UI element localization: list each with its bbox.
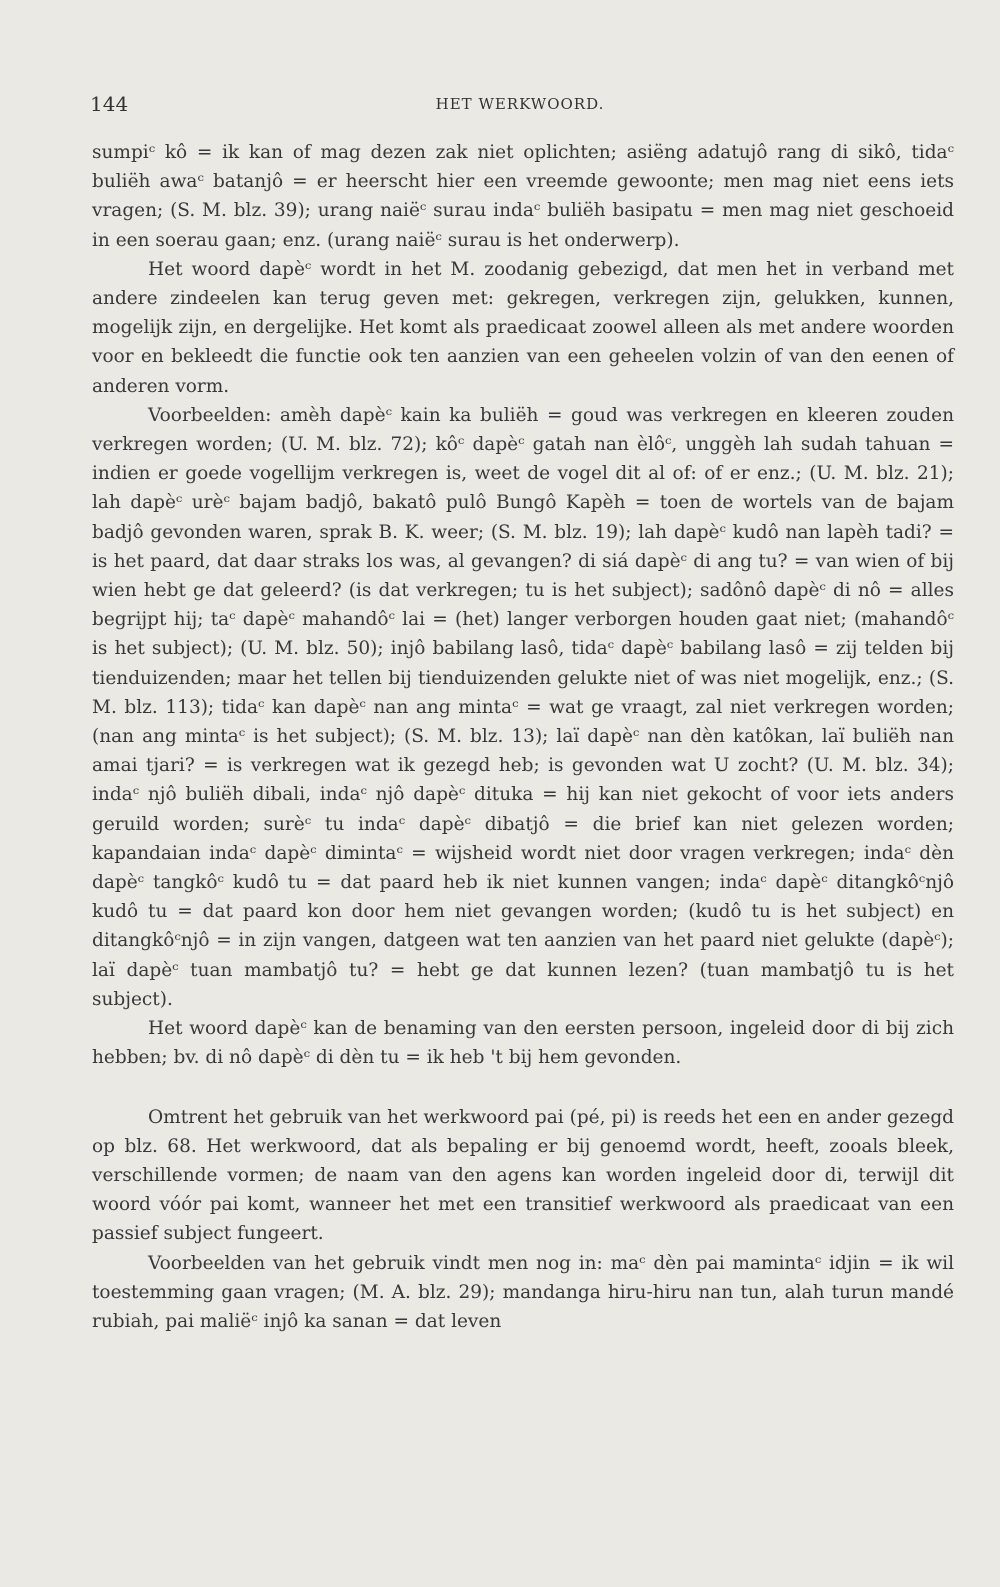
running-title: HET WERKWOORD. (435, 95, 605, 113)
paragraph: Voorbeelden: amèh dapèᶜ kain ka buliëh = goud was verkregen en kleeren zouden verkregen worden; (U. M. blz. 72); kôᶜ dapèᶜ gatah nan èlôᶜ, unggèh lah sudah tahuan = indien er goede vogellijm verkregen is, weet de vogel dit al of: of er enz.; (U. M. blz. 21); lah dapèᶜ urèᶜ bajam badjô, bakatô pulô Bungô Kapèh = toen de wortels van de bajam badjô gevonden waren, sprak B. K. weer; (S. M. blz. 19); lah dapèᶜ kudô nan lapèh tadi? = is het paard, dat daar straks los was, al gevangen? di siá dapèᶜ di ang tu? = van wien of bij wien hebt ge dat geleerd? (is dat verkregen; tu is het subject); sadônô dapèᶜ di nô = alles begrijpt hij; taᶜ dapèᶜ mahandôᶜ lai = (het) langer verborgen houden gaat niet; (mahandôᶜ is het subject); (U. M. blz. 50); injô babilang lasô, tidaᶜ dapèᶜ babilang lasô = zij telden bij tienduizenden; maar het tellen bij tienduizenden gelukte niet of was niet mogelijk, enz.; (S. M. blz. 113); tidaᶜ kan dapèᶜ nan ang mintaᶜ = wat ge vraagt, zal niet verkregen worden; (nan ang mintaᶜ is het subject); (S. M. blz. 13); laï dapèᶜ nan dèn katôkan, laï buliëh nan amai tjari? = is verkregen wat ik gezegd heb; is gevonden wat U zocht? (U. M. blz. 34); indaᶜ njô buliëh dibali, indaᶜ njô dapèᶜ dituka = hij kan niet gekocht of voor iets anders geruild worden; surèᶜ tu indaᶜ dapèᶜ dibatjô = die brief kan niet gelezen worden; kapandaian indaᶜ dapèᶜ dimintaᶜ = wijsheid wordt niet door vragen verkregen; indaᶜ dèn dapèᶜ tangkôᶜ kudô tu = dat paard heb ik niet kunnen vangen; indaᶜ dapèᶜ ditangkôᶜnjô kudô tu = dat paard kon door hem niet gevangen worden; (kudô tu is het subject) en ditangkôᶜnjô = in zijn vangen, datgeen wat ten aanzien van het paard niet gelukte (dapèᶜ); laï dapèᶜ tuan mambatjô tu? = hebt ge dat kunnen lezen? (tuan mambatjô tu is het subject). (92, 404, 954, 1010)
paragraph: Het woord dapèᶜ kan de benaming van den eersten persoon, ingeleid door di bij zich hebben; bv. di nô dapèᶜ di dèn tu = ik heb 't bij hem gevonden. (92, 1018, 954, 1069)
page-body (92, 138, 954, 1336)
page-number: 144 (90, 92, 129, 116)
section-gap (92, 1073, 954, 1103)
paragraph: Het woord dapèᶜ wordt in het M. zoodanig gebezigd, dat men het in verband met andere zindeelen kan terug geven met: gekregen, verkregen zijn, gelukken, kunnen, mogelijk zijn, en dergelijke. Het komt als praedicaat zoowel alleen als met andere woorden voor en bekleedt die functie ook ten aanzien van een geheelen volzin of van den eenen of anderen vorm. (92, 258, 954, 397)
page-header (90, 92, 950, 122)
paragraph: Omtrent het gebruik van het werkwoord pai (pé, pi) is reeds het een en ander gezegd op blz. 68. Het werkwoord, dat als bepaling er bij genoemd wordt, heeft, zooals bleek, verschillende vormen; de naam van den agens kan worden ingeleid door di, terwijl dit woord vóór pai komt, wanneer het met een transitief werkwoord als praedicaat van een passief subject fungeert. (92, 1106, 954, 1245)
paragraph: Voorbeelden van het gebruik vindt men nog in: maᶜ dèn pai mamintaᶜ idjin = ik wil toestemming gaan vragen; (M. A. blz. 29); mandanga hiru-hiru nan tun, alah turun mandé rubiah, pai maliëᶜ injô ka sanan = dat leven (92, 1252, 954, 1332)
paragraph: sumpiᶜ kô = ik kan of mag dezen zak niet oplichten; asiëng adatujô rang di sikô, tidaᶜ buliëh awaᶜ batanjô = er heerscht hier een vreemde gewoonte; men mag niet eens iets vragen; (S. M. blz. 39); urang naiëᶜ surau indaᶜ buliëh basipatu = men mag niet geschoeid in een soerau gaan; enz. (urang naiëᶜ surau is het onderwerp). (92, 142, 954, 251)
